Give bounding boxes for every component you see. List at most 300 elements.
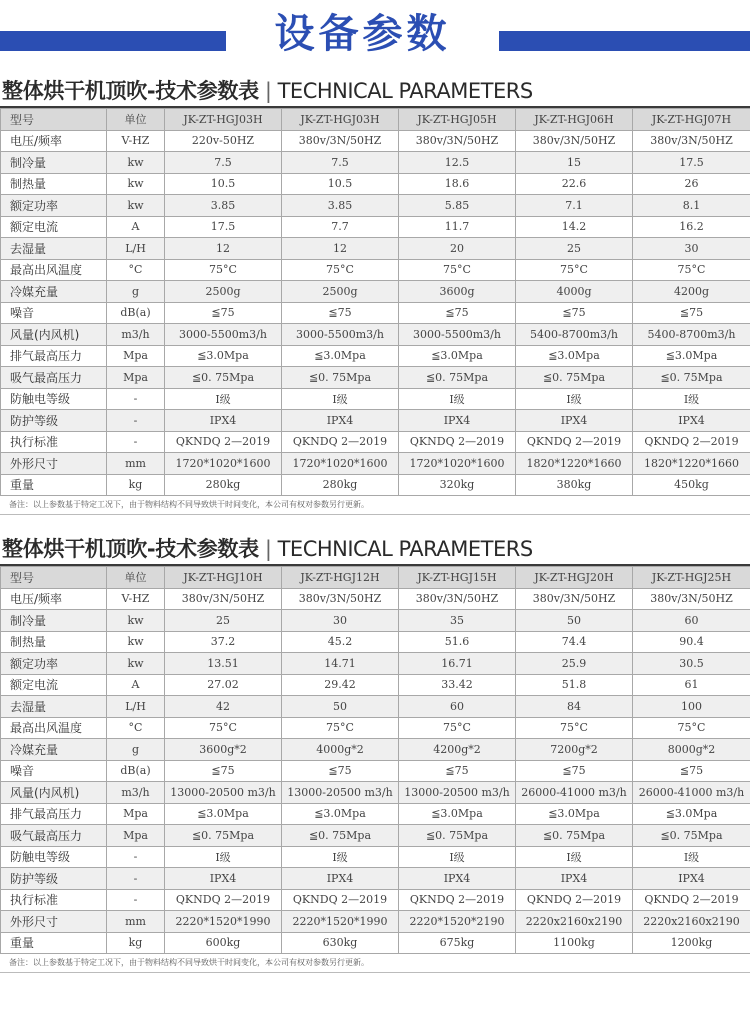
value-cell: IPX4: [516, 868, 633, 890]
value-cell: 2220*1520*1990: [165, 911, 282, 933]
value-cell: 30: [282, 610, 399, 632]
value-cell: 75°C: [282, 259, 399, 281]
value-cell: 27.02: [165, 674, 282, 696]
param-name-cell: 制热量: [1, 631, 107, 653]
table-title-cn: 整体烘干机顶吹-技术参数表: [2, 537, 259, 561]
unit-cell: -: [107, 388, 165, 410]
value-cell: IPX4: [633, 410, 750, 432]
table-row: [1, 388, 750, 410]
value-cell: I级: [282, 846, 399, 868]
value-cell: QKNDQ 2—2019: [516, 431, 633, 453]
header-cell-model-code: JK-ZT-HGJ15H: [399, 567, 516, 589]
value-cell: 380v/3N/50HZ: [633, 588, 750, 610]
value-cell: 10.5: [165, 173, 282, 195]
value-cell: 60: [633, 610, 750, 632]
value-cell: 13000-20500 m3/h: [165, 782, 282, 804]
value-cell: 37.2: [165, 631, 282, 653]
unit-cell: L/H: [107, 696, 165, 718]
value-cell: 51.6: [399, 631, 516, 653]
table-row: [1, 889, 750, 911]
param-name-cell: 风量(内风机): [1, 782, 107, 804]
table-row: [1, 367, 750, 389]
value-cell: 75°C: [399, 717, 516, 739]
value-cell: ≦3.0Mpa: [399, 345, 516, 367]
unit-cell: g: [107, 739, 165, 761]
value-cell: IPX4: [282, 868, 399, 890]
value-cell: 2500g: [282, 281, 399, 303]
value-cell: 380v/3N/50HZ: [516, 130, 633, 152]
value-cell: 42: [165, 696, 282, 718]
unit-cell: V-HZ: [107, 130, 165, 152]
param-name-cell: 冷媒充量: [1, 739, 107, 761]
page-header: [0, 0, 750, 72]
value-cell: 75°C: [516, 259, 633, 281]
value-cell: 35: [399, 610, 516, 632]
table-row: [1, 410, 750, 432]
unit-cell: kg: [107, 474, 165, 496]
unit-cell: °C: [107, 259, 165, 281]
param-name-cell: 排气最高压力: [1, 345, 107, 367]
table-row: [1, 631, 750, 653]
value-cell: 75°C: [516, 717, 633, 739]
value-cell: 320kg: [399, 474, 516, 496]
value-cell: QKNDQ 2—2019: [633, 431, 750, 453]
value-cell: I级: [165, 846, 282, 868]
param-name-cell: 电压/频率: [1, 588, 107, 610]
value-cell: QKNDQ 2—2019: [633, 889, 750, 911]
spec-table: [0, 566, 750, 954]
table-row: [1, 324, 750, 346]
value-cell: 26000-41000 m3/h: [516, 782, 633, 804]
value-cell: ≦75: [399, 760, 516, 782]
value-cell: 25.9: [516, 653, 633, 675]
value-cell: 75°C: [282, 717, 399, 739]
value-cell: QKNDQ 2—2019: [399, 431, 516, 453]
value-cell: 60: [399, 696, 516, 718]
value-cell: 3600g: [399, 281, 516, 303]
value-cell: ≦3.0Mpa: [516, 803, 633, 825]
value-cell: ≦75: [165, 302, 282, 324]
param-name-cell: 去湿量: [1, 238, 107, 260]
value-cell: 20: [399, 238, 516, 260]
header-cell-model-code: JK-ZT-HGJ10H: [165, 567, 282, 589]
header-cell-model-code: JK-ZT-HGJ06H: [516, 109, 633, 131]
value-cell: I级: [516, 846, 633, 868]
param-name-cell: 噪音: [1, 760, 107, 782]
unit-cell: kw: [107, 610, 165, 632]
value-cell: 75°C: [399, 259, 516, 281]
param-name-cell: 噪音: [1, 302, 107, 324]
value-cell: ≦3.0Mpa: [633, 345, 750, 367]
value-cell: 13.51: [165, 653, 282, 675]
value-cell: 280kg: [282, 474, 399, 496]
value-cell: 380v/3N/50HZ: [282, 588, 399, 610]
unit-cell: mm: [107, 453, 165, 475]
value-cell: 75°C: [633, 259, 750, 281]
unit-cell: -: [107, 846, 165, 868]
table-row: [1, 259, 750, 281]
value-cell: I级: [282, 388, 399, 410]
value-cell: 1820*1220*1660: [516, 453, 633, 475]
table-row: [1, 717, 750, 739]
value-cell: 450kg: [633, 474, 750, 496]
value-cell: 7.5: [282, 152, 399, 174]
value-cell: 17.5: [165, 216, 282, 238]
unit-cell: V-HZ: [107, 588, 165, 610]
value-cell: 5400-8700m3/h: [516, 324, 633, 346]
value-cell: 12: [282, 238, 399, 260]
table-row: [1, 868, 750, 890]
value-cell: 1200kg: [633, 932, 750, 954]
param-name-cell: 冷媒充量: [1, 281, 107, 303]
value-cell: ≦75: [282, 760, 399, 782]
table-title-separator: |: [264, 79, 272, 103]
value-cell: 13000-20500 m3/h: [282, 782, 399, 804]
unit-cell: Mpa: [107, 825, 165, 847]
param-name-cell: 外形尺寸: [1, 453, 107, 475]
value-cell: 3000-5500m3/h: [165, 324, 282, 346]
table-title: [0, 76, 750, 106]
param-name-cell: 去湿量: [1, 696, 107, 718]
header-cell-model-code: JK-ZT-HGJ05H: [399, 109, 516, 131]
param-name-cell: 防护等级: [1, 410, 107, 432]
value-cell: 50: [516, 610, 633, 632]
value-cell: 17.5: [633, 152, 750, 174]
table-row: [1, 932, 750, 954]
note-rule: [0, 972, 750, 973]
value-cell: 8000g*2: [633, 739, 750, 761]
header-bar-right: [499, 31, 750, 51]
value-cell: 33.42: [399, 674, 516, 696]
value-cell: 84: [516, 696, 633, 718]
unit-cell: kg: [107, 932, 165, 954]
param-name-cell: 吸气最高压力: [1, 825, 107, 847]
value-cell: 25: [165, 610, 282, 632]
value-cell: 12.5: [399, 152, 516, 174]
value-cell: QKNDQ 2—2019: [282, 889, 399, 911]
value-cell: 75°C: [633, 717, 750, 739]
table-row: [1, 911, 750, 933]
value-cell: I级: [399, 388, 516, 410]
value-cell: 90.4: [633, 631, 750, 653]
value-cell: 380kg: [516, 474, 633, 496]
param-name-cell: 防触电等级: [1, 846, 107, 868]
value-cell: ≦3.0Mpa: [165, 345, 282, 367]
param-name-cell: 制热量: [1, 173, 107, 195]
value-cell: 26000-41000 m3/h: [633, 782, 750, 804]
unit-cell: -: [107, 868, 165, 890]
unit-cell: dB(a): [107, 302, 165, 324]
header-cell-model: 型号: [1, 567, 107, 589]
value-cell: I级: [633, 846, 750, 868]
value-cell: 1820*1220*1660: [633, 453, 750, 475]
value-cell: 26: [633, 173, 750, 195]
value-cell: 3.85: [282, 195, 399, 217]
param-name-cell: 重量: [1, 932, 107, 954]
param-name-cell: 电压/频率: [1, 130, 107, 152]
param-name-cell: 最高出风温度: [1, 259, 107, 281]
param-name-cell: 外形尺寸: [1, 911, 107, 933]
value-cell: IPX4: [399, 410, 516, 432]
value-cell: ≦0. 75Mpa: [282, 825, 399, 847]
table-row: [1, 281, 750, 303]
unit-cell: kw: [107, 195, 165, 217]
value-cell: ≦75: [633, 302, 750, 324]
unit-cell: m3/h: [107, 324, 165, 346]
value-cell: 380v/3N/50HZ: [516, 588, 633, 610]
value-cell: 4000g*2: [282, 739, 399, 761]
value-cell: ≦75: [399, 302, 516, 324]
value-cell: 7.1: [516, 195, 633, 217]
value-cell: IPX4: [165, 868, 282, 890]
value-cell: IPX4: [282, 410, 399, 432]
value-cell: 600kg: [165, 932, 282, 954]
value-cell: IPX4: [399, 868, 516, 890]
value-cell: 380v/3N/50HZ: [399, 130, 516, 152]
value-cell: 11.7: [399, 216, 516, 238]
value-cell: QKNDQ 2—2019: [165, 889, 282, 911]
value-cell: 675kg: [399, 932, 516, 954]
value-cell: ≦3.0Mpa: [282, 803, 399, 825]
value-cell: ≦0. 75Mpa: [282, 367, 399, 389]
unit-cell: m3/h: [107, 782, 165, 804]
value-cell: QKNDQ 2—2019: [282, 431, 399, 453]
value-cell: 100: [633, 696, 750, 718]
table-row: [1, 216, 750, 238]
table-title-cn: 整体烘干机顶吹-技术参数表: [2, 79, 259, 103]
value-cell: ≦0. 75Mpa: [399, 825, 516, 847]
table-row: [1, 696, 750, 718]
value-cell: 2220x2160x2190: [516, 911, 633, 933]
value-cell: 4000g: [516, 281, 633, 303]
value-cell: 5.85: [399, 195, 516, 217]
table-row: [1, 238, 750, 260]
unit-cell: kw: [107, 152, 165, 174]
value-cell: 3000-5500m3/h: [282, 324, 399, 346]
value-cell: 75°C: [165, 717, 282, 739]
unit-cell: Mpa: [107, 345, 165, 367]
value-cell: 74.4: [516, 631, 633, 653]
value-cell: ≦75: [516, 302, 633, 324]
table-row: [1, 610, 750, 632]
unit-cell: -: [107, 889, 165, 911]
table-title-en: TECHNICAL PARAMETERS: [277, 537, 533, 561]
table-row: [1, 195, 750, 217]
value-cell: 220v-50HZ: [165, 130, 282, 152]
value-cell: 45.2: [282, 631, 399, 653]
value-cell: 29.42: [282, 674, 399, 696]
value-cell: ≦0. 75Mpa: [165, 367, 282, 389]
header-cell-unit: 单位: [107, 109, 165, 131]
param-name-cell: 制冷量: [1, 152, 107, 174]
value-cell: QKNDQ 2—2019: [399, 889, 516, 911]
table-row: [1, 474, 750, 496]
value-cell: IPX4: [165, 410, 282, 432]
value-cell: IPX4: [516, 410, 633, 432]
value-cell: ≦0. 75Mpa: [516, 367, 633, 389]
table-row: [1, 173, 750, 195]
value-cell: 14.2: [516, 216, 633, 238]
value-cell: 30.5: [633, 653, 750, 675]
value-cell: ≦3.0Mpa: [165, 803, 282, 825]
table-row: [1, 825, 750, 847]
value-cell: QKNDQ 2—2019: [516, 889, 633, 911]
value-cell: ≦0. 75Mpa: [633, 367, 750, 389]
table-note: 备注：以上参数基于特定工况下，由于物料结构不同导致烘干时间变化，本公司有权对参数另行更新。: [9, 958, 369, 967]
value-cell: ≦0. 75Mpa: [516, 825, 633, 847]
param-name-cell: 重量: [1, 474, 107, 496]
value-cell: ≦75: [633, 760, 750, 782]
value-cell: ≦3.0Mpa: [633, 803, 750, 825]
value-cell: 15: [516, 152, 633, 174]
value-cell: 51.8: [516, 674, 633, 696]
table-row: [1, 345, 750, 367]
value-cell: 61: [633, 674, 750, 696]
page-title: 设备参数: [274, 11, 451, 57]
header-cell-unit: 单位: [107, 567, 165, 589]
unit-cell: A: [107, 674, 165, 696]
unit-cell: Mpa: [107, 367, 165, 389]
value-cell: 13000-20500 m3/h: [399, 782, 516, 804]
table-row: [1, 588, 750, 610]
value-cell: 22.6: [516, 173, 633, 195]
param-name-cell: 排气最高压力: [1, 803, 107, 825]
unit-cell: kw: [107, 173, 165, 195]
value-cell: 380v/3N/50HZ: [165, 588, 282, 610]
value-cell: 10.5: [282, 173, 399, 195]
value-cell: 2220x2160x2190: [633, 911, 750, 933]
unit-cell: dB(a): [107, 760, 165, 782]
header-cell-model-code: JK-ZT-HGJ03H: [165, 109, 282, 131]
value-cell: ≦3.0Mpa: [282, 345, 399, 367]
table-row: [1, 803, 750, 825]
value-cell: 4200g: [633, 281, 750, 303]
value-cell: 280kg: [165, 474, 282, 496]
value-cell: 12: [165, 238, 282, 260]
value-cell: 1720*1020*1600: [165, 453, 282, 475]
table-row: [1, 739, 750, 761]
unit-cell: L/H: [107, 238, 165, 260]
header-cell-model-code: JK-ZT-HGJ12H: [282, 567, 399, 589]
value-cell: 2500g: [165, 281, 282, 303]
value-cell: I级: [399, 846, 516, 868]
unit-cell: Mpa: [107, 803, 165, 825]
param-name-cell: 额定电流: [1, 216, 107, 238]
param-name-cell: 制冷量: [1, 610, 107, 632]
value-cell: I级: [633, 388, 750, 410]
header-cell-model-code: JK-ZT-HGJ20H: [516, 567, 633, 589]
value-cell: 75°C: [165, 259, 282, 281]
value-cell: 8.1: [633, 195, 750, 217]
table-row: [1, 653, 750, 675]
spec-section-1: [0, 76, 750, 515]
value-cell: QKNDQ 2—2019: [165, 431, 282, 453]
value-cell: 5400-8700m3/h: [633, 324, 750, 346]
header-bar-left: [0, 31, 226, 51]
table-row: [1, 674, 750, 696]
table-row: [1, 431, 750, 453]
header-cell-model-code: JK-ZT-HGJ03H: [282, 109, 399, 131]
table-row: [1, 130, 750, 152]
value-cell: I级: [165, 388, 282, 410]
value-cell: 7200g*2: [516, 739, 633, 761]
value-cell: ≦3.0Mpa: [516, 345, 633, 367]
value-cell: 380v/3N/50HZ: [399, 588, 516, 610]
value-cell: 630kg: [282, 932, 399, 954]
param-name-cell: 执行标准: [1, 889, 107, 911]
value-cell: 7.5: [165, 152, 282, 174]
value-cell: 4200g*2: [399, 739, 516, 761]
param-name-cell: 风量(内风机): [1, 324, 107, 346]
table-row: [1, 453, 750, 475]
param-name-cell: 额定功率: [1, 653, 107, 675]
table-title-separator: |: [264, 537, 272, 561]
value-cell: 1720*1020*1600: [282, 453, 399, 475]
value-cell: ≦0. 75Mpa: [165, 825, 282, 847]
param-name-cell: 额定功率: [1, 195, 107, 217]
value-cell: 3600g*2: [165, 739, 282, 761]
table-title: [0, 534, 750, 564]
value-cell: 2220*1520*2190: [399, 911, 516, 933]
param-name-cell: 防触电等级: [1, 388, 107, 410]
value-cell: 16.71: [399, 653, 516, 675]
value-cell: 7.7: [282, 216, 399, 238]
value-cell: 2220*1520*1990: [282, 911, 399, 933]
value-cell: I级: [516, 388, 633, 410]
table-header-row: [1, 109, 750, 131]
value-cell: 3.85: [165, 195, 282, 217]
value-cell: 18.6: [399, 173, 516, 195]
param-name-cell: 额定电流: [1, 674, 107, 696]
unit-cell: A: [107, 216, 165, 238]
value-cell: 30: [633, 238, 750, 260]
spec-table: [0, 108, 750, 496]
value-cell: ≦75: [282, 302, 399, 324]
value-cell: 380v/3N/50HZ: [633, 130, 750, 152]
value-cell: ≦0. 75Mpa: [399, 367, 516, 389]
param-name-cell: 吸气最高压力: [1, 367, 107, 389]
value-cell: ≦3.0Mpa: [399, 803, 516, 825]
value-cell: 1100kg: [516, 932, 633, 954]
unit-cell: mm: [107, 911, 165, 933]
table-row: [1, 846, 750, 868]
header-cell-model-code: JK-ZT-HGJ25H: [633, 567, 750, 589]
table-note: 备注：以上参数基于特定工况下，由于物料结构不同导致烘干时间变化，本公司有权对参数另行更新。: [9, 500, 369, 509]
table-row: [1, 782, 750, 804]
spec-section-2: [0, 534, 750, 973]
value-cell: 50: [282, 696, 399, 718]
value-cell: IPX4: [633, 868, 750, 890]
unit-cell: -: [107, 431, 165, 453]
unit-cell: kw: [107, 653, 165, 675]
header-cell-model-code: JK-ZT-HGJ07H: [633, 109, 750, 131]
param-name-cell: 防护等级: [1, 868, 107, 890]
value-cell: ≦0. 75Mpa: [633, 825, 750, 847]
table-title-en: TECHNICAL PARAMETERS: [277, 79, 533, 103]
value-cell: 3000-5500m3/h: [399, 324, 516, 346]
unit-cell: °C: [107, 717, 165, 739]
value-cell: ≦75: [165, 760, 282, 782]
note-rule: [0, 514, 750, 515]
value-cell: ≦75: [516, 760, 633, 782]
table-row: [1, 760, 750, 782]
unit-cell: -: [107, 410, 165, 432]
table-header-row: [1, 567, 750, 589]
value-cell: 380v/3N/50HZ: [282, 130, 399, 152]
param-name-cell: 最高出风温度: [1, 717, 107, 739]
param-name-cell: 执行标准: [1, 431, 107, 453]
value-cell: 14.71: [282, 653, 399, 675]
